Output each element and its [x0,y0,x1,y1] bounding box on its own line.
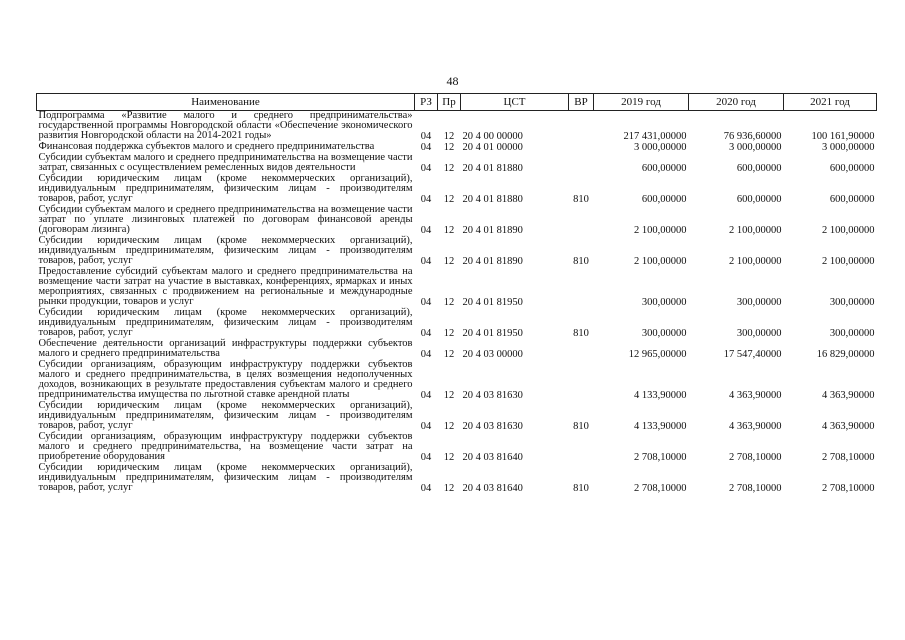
row-vr-cell [569,267,594,308]
row-pr-cell: 12 [443,452,455,463]
row-cst-cell: 20 4 03 81640 [462,452,523,463]
row-2021-cell: 3 000,00000 [822,142,875,153]
row-rz-cell: 04 [420,349,432,360]
row-rz-cell: 04 [420,421,432,432]
row-vr-cell [569,360,594,401]
table-row [37,267,877,308]
row-2021-cell: 600,00000 [829,194,875,205]
row-2019-cell: 4 133,90000 [634,390,687,401]
row-pr-cell: 12 [443,483,455,494]
row-2019-cell: 600,00000 [641,194,687,205]
row-pr-cell: 12 [443,390,455,401]
row-rz-cell: 04 [420,483,432,494]
row-rz-cell: 04 [420,452,432,463]
page-number: 48 [446,74,459,88]
row-2020-cell: 600,00000 [736,194,782,205]
row-2021-cell: 4 363,90000 [822,421,875,432]
row-name-cell: Финансовая поддержка субъектов малого и среднего предпринимательства [38,141,375,152]
row-cst-cell: 20 4 01 81950 [462,297,523,308]
row-2019-cell: 300,00000 [641,297,687,308]
row-2020-cell: 4 363,90000 [729,421,782,432]
row-pr-cell: 12 [443,131,455,142]
row-2019-cell: 12 965,00000 [628,349,687,360]
row-cst-cell: 20 4 01 81880 [462,194,523,205]
row-cst-cell: 20 4 01 81950 [462,328,523,339]
row-2020-cell: 3 000,00000 [729,142,782,153]
row-vr-cell [569,432,594,463]
column-header-rz: РЗ [415,94,438,111]
row-cst-cell: 20 4 00 00000 [462,131,523,142]
row-pr-cell: 12 [443,297,455,308]
table-row [37,339,877,360]
row-vr-cell [569,205,594,236]
row-name-cell: Субсидии юридическим лицам (кроме некоммерческих организаций), индивидуальным предпринимателям, физическим лицам - производителям товаров, работ, услуг [38,235,413,266]
column-header-cst: ЦСТ [461,94,569,111]
row-rz-cell: 04 [420,390,432,401]
row-name-cell: Субсидии юридическим лицам (кроме некоммерческих организаций), индивидуальным предпринимателям, физическим лицам - производителям товаров, работ, услуг [38,462,413,493]
row-name-cell: Субсидии организациям, образующим инфраструктуру поддержки субъектов малого и среднего предпринимательства, на возмещение части затрат на приобретение оборудования [38,431,413,462]
row-cst-cell: 20 4 03 81630 [462,390,523,401]
row-name-cell: Подпрограмма «Развитие малого и среднего предпринимательства» государственной программы Новгородской области «Обеспечение экономического развития Новгородской области на 2014-2021 годы» [38,110,413,141]
row-vr-cell [569,153,594,174]
row-2019-cell: 2 708,10000 [634,452,687,463]
row-name-cell: Субсидии юридическим лицам (кроме некоммерческих организаций), индивидуальным предпринимателям, физическим лицам - производителям товаров, работ, услуг [38,400,413,431]
row-vr-cell: 810 [573,328,589,339]
row-2020-cell: 300,00000 [736,328,782,339]
table-row [37,360,877,401]
row-vr-cell [569,142,594,153]
row-name-cell: Субсидии субъектам малого и среднего предпринимательства на возмещение части затрат по уплате лизинговых платежей по договорам финансовой аренды (договорам лизинга) [38,204,413,235]
row-rz-cell: 04 [420,328,432,339]
table-row [37,432,877,463]
row-2020-cell: 4 363,90000 [729,390,782,401]
row-pr-cell: 12 [443,421,455,432]
row-name-cell: Предоставление субсидий субъектам малого и среднего предпринимательства на возмещение части затрат на участие в выставках, конференциях, ярмарках и иных мероприятиях, связанных с продвижением на региональные и международные рынки продукции, товаров и услуг [38,266,413,307]
row-pr-cell: 12 [443,163,455,174]
row-name-cell: Субсидии юридическим лицам (кроме некоммерческих организаций), индивидуальным предпринимателям, физическим лицам - производителям товаров, работ, услуг [38,173,413,204]
row-pr-cell: 12 [443,194,455,205]
row-2019-cell: 2 100,00000 [634,256,687,267]
row-name-cell: Субсидии юридическим лицам (кроме некоммерческих организаций), индивидуальным предпринимателям, физическим лицам - производителям товаров, работ, услуг [38,307,413,338]
row-2020-cell: 2 100,00000 [729,225,782,236]
table-row [37,153,877,174]
table-row [37,236,877,267]
row-vr-cell: 810 [573,421,589,432]
row-2019-cell: 4 133,90000 [634,421,687,432]
row-2020-cell: 2 708,10000 [729,452,782,463]
row-rz-cell: 04 [420,131,432,142]
row-rz-cell: 04 [420,297,432,308]
row-rz-cell: 04 [420,225,432,236]
column-header-name: Наименование [37,94,415,111]
row-2021-cell: 100 161,90000 [811,131,875,142]
row-cst-cell: 20 4 01 00000 [462,142,523,153]
table-row [37,308,877,339]
row-cst-cell: 20 4 03 81640 [462,483,523,494]
row-pr-cell: 12 [443,225,455,236]
row-2021-cell: 4 363,90000 [822,390,875,401]
row-rz-cell: 04 [420,256,432,267]
row-vr-cell: 810 [573,194,589,205]
table-row [37,463,877,494]
row-cst-cell: 20 4 01 81880 [462,163,523,174]
row-rz-cell: 04 [420,194,432,205]
row-2021-cell: 300,00000 [829,297,875,308]
row-vr-cell [569,111,594,143]
row-pr-cell: 12 [443,328,455,339]
row-2021-cell: 2 708,10000 [822,452,875,463]
row-2020-cell: 2 100,00000 [729,256,782,267]
row-cst-cell: 20 4 03 81630 [462,421,523,432]
budget-table [36,93,877,494]
column-header-2021: 2021 год [784,94,877,111]
row-2021-cell: 600,00000 [829,163,875,174]
row-2021-cell: 16 829,00000 [816,349,875,360]
table-header-row [37,94,877,111]
row-rz-cell: 04 [420,142,432,153]
row-2020-cell: 2 708,10000 [729,483,782,494]
row-2019-cell: 600,00000 [641,163,687,174]
row-2019-cell: 2 100,00000 [634,225,687,236]
row-2021-cell: 2 100,00000 [822,256,875,267]
table-body [37,111,877,495]
row-pr-cell: 12 [443,349,455,360]
row-2021-cell: 2 708,10000 [822,483,875,494]
row-2021-cell: 2 100,00000 [822,225,875,236]
row-pr-cell: 12 [443,256,455,267]
row-2020-cell: 600,00000 [736,163,782,174]
row-cst-cell: 20 4 01 81890 [462,225,523,236]
table-row [37,174,877,205]
row-vr-cell [569,339,594,360]
column-header-pr: Пр [438,94,461,111]
row-cst-cell: 20 4 03 00000 [462,349,523,360]
row-2019-cell: 2 708,10000 [634,483,687,494]
row-2021-cell: 300,00000 [829,328,875,339]
row-name-cell: Обеспечение деятельности организаций инфраструктуры поддержки субъектов малого и среднего предпринимательства [38,338,413,359]
row-vr-cell: 810 [573,483,589,494]
row-2020-cell: 300,00000 [736,297,782,308]
column-header-2020: 2020 год [689,94,784,111]
row-name-cell: Субсидии организациям, образующим инфраструктуру поддержки субъектов малого и среднего предпринимательства, в целях возмещения недополученных доходов, возникающих в результате предоставления субъектам малого и среднего предпринимательства имущества по льготной ставке арендной платы [38,359,413,400]
row-2019-cell: 217 431,00000 [623,131,687,142]
column-header-vr: ВР [569,94,594,111]
row-name-cell: Субсидии субъектам малого и среднего предпринимательства на возмещение части затрат, связанных с осуществлением ремесленных видов деятельности [38,152,413,173]
column-header-2019: 2019 год [594,94,689,111]
row-2020-cell: 17 547,40000 [723,349,782,360]
row-2020-cell: 76 936,60000 [723,131,782,142]
row-rz-cell: 04 [420,163,432,174]
row-vr-cell: 810 [573,256,589,267]
table-row [37,111,877,143]
row-2019-cell: 3 000,00000 [634,142,687,153]
table-row [37,401,877,432]
row-2019-cell: 300,00000 [641,328,687,339]
row-pr-cell: 12 [443,142,455,153]
row-cst-cell: 20 4 01 81890 [462,256,523,267]
table-row [37,205,877,236]
